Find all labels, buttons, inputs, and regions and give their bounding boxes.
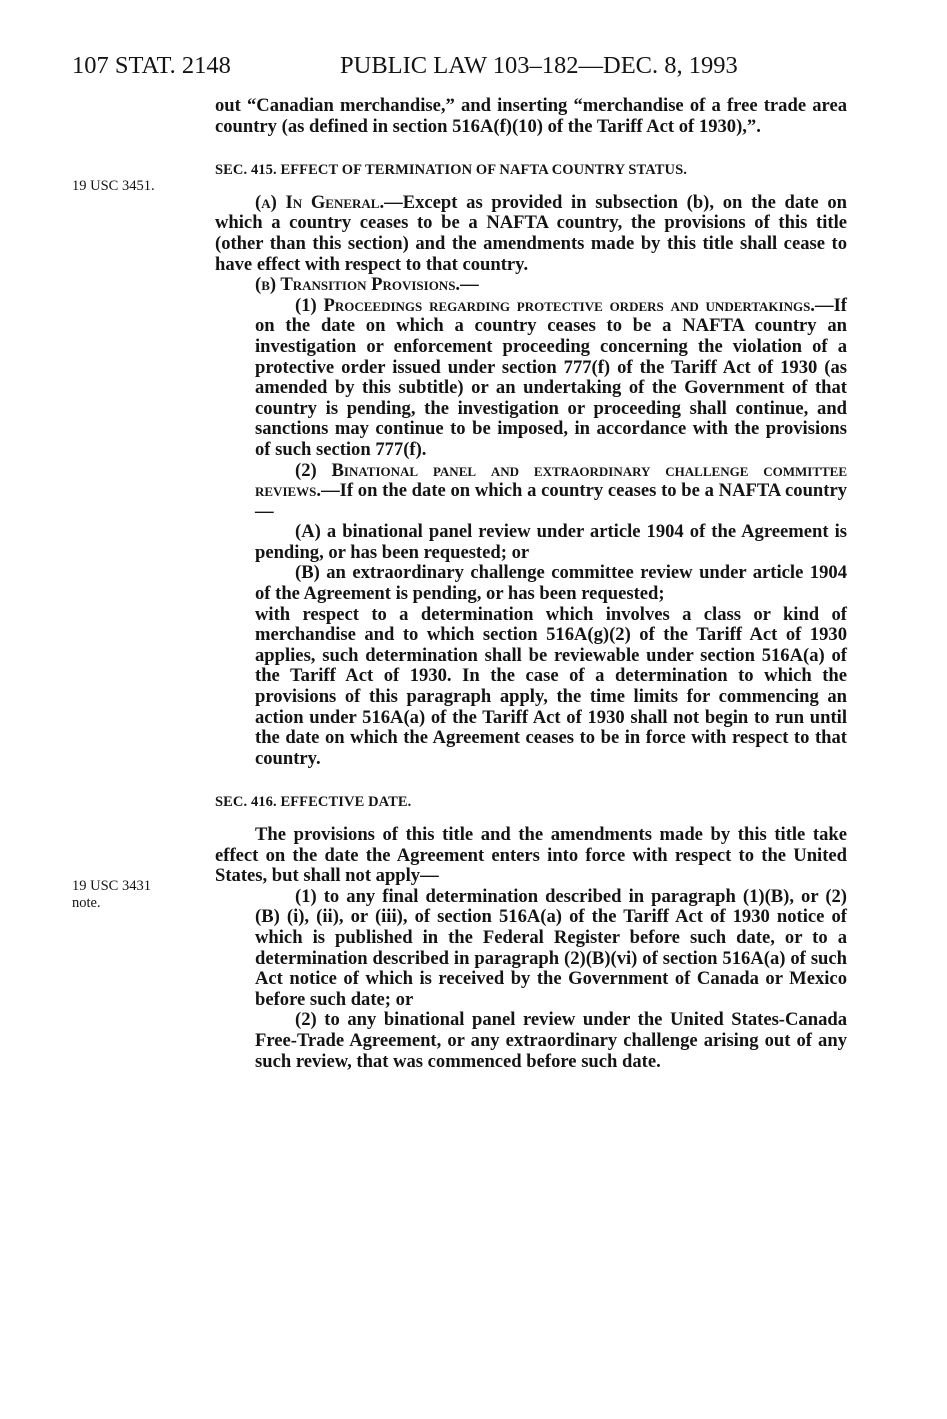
subsection-b — [215, 275, 847, 296]
subsection-b-heading: (b) Transition Provisions. — [255, 274, 461, 296]
subsection-b-dash: — — [460, 274, 479, 296]
document-body — [215, 96, 847, 1072]
section-416-text: The provisions of this title and the amendments made by this title take effect on the date the Agreement enters into force with respect to the United States, but shall not apply— — [215, 824, 847, 887]
section-416-item-1: (1) to any final determination described in paragraph (1)(B), or (2)(B) (i), (ii), or (iii), of section 516A(a) of the Tariff Act of 1930 notice of which is published in the Federal Register before such date, or to a determination described in paragraph (2)(B)(vi) of section 516A(a) of such Act notice of which is received by the Government of Canada or Mexico before such date; or — [255, 885, 847, 1010]
paragraph-b1-heading: (1) Proceedings regarding protective orders and undertakings. — [295, 294, 815, 316]
paragraph-b2 — [215, 461, 847, 523]
margin-note-sec416-line1: 19 USC 3431 — [72, 878, 151, 894]
subparagraph-b2-A: (A) a binational panel review under article 1904 of the Agreement is pending, or has been requested; or — [255, 521, 847, 563]
stat-page-number: 107 STAT. 2148 — [72, 52, 231, 79]
section-416-item-2: (2) to any binational panel review under the United States-Canada Free-Trade Agreement, or any extraordinary challenge arising out of any such review, that was commenced before such date. — [255, 1009, 847, 1072]
paragraph-intro: out “Canadian merchandise,” and inserting “merchandise of a free trade area country (as defined in section 516A(f)(10) of the Tariff Act of 1930),”. — [215, 95, 847, 137]
public-law-title: PUBLIC LAW 103–182—DEC. 8, 1993 — [340, 52, 738, 79]
subsection-a — [215, 193, 847, 275]
paragraph-b2-text: —If on the date on which a country ceases to be a NAFTA country— — [255, 480, 847, 522]
subsection-a-text: —Except as provided in subsection (b), on the date on which a country ceases to be a NAFTA country, the provisions of this title (other than this section) and the amendments made by this title shall cease to have effect with respect to that country. — [215, 191, 847, 275]
section-416-heading: SEC. 416. EFFECTIVE DATE. — [215, 794, 412, 811]
paragraph-b2-tail: with respect to a determination which involves a class or kind of merchandise and to which section 516A(g)(2) of the Tariff Act of 1930 applies, such determination shall be reviewable under section 516A(a) of the Tariff Act of 1930. In the case of a determination to which the provisions of this paragraph apply, the time limits for commencing an action under 516A(a) of the Tariff Act of 1930 shall not begin to run until the date on which the Agreement ceases to be in force with respect to that country. — [255, 603, 847, 769]
subsection-a-heading: (a) In General. — [255, 191, 385, 213]
margin-note-sec415: 19 USC 3451. — [72, 178, 155, 194]
margin-note-sec416-line2: note. — [72, 895, 101, 911]
paragraph-b1 — [215, 296, 847, 461]
paragraph-b1-text: —If on the date on which a country ceases to be a NAFTA country an investigation or enforcement proceeding concerning the violation of a protective order issued under section 777(f) of the Tariff Act of 1930 (as amended by this subtitle) or an undertaking of the Government of that country is pending, the investigation or proceeding shall continue, and sanctions may continue to be imposed, in accordance with the provisions of such section 777(f). — [255, 294, 847, 460]
subparagraph-b2-B: (B) an extraordinary challenge committee review under article 1904 of the Agreement is pending, or has been requested; — [255, 562, 847, 605]
paragraph-b2-heading: (2) Binational panel and extraordinary challenge committee reviews. — [255, 459, 847, 502]
section-415-heading: SEC. 415. EFFECT OF TERMINATION OF NAFTA COUNTRY STATUS. — [215, 162, 687, 179]
